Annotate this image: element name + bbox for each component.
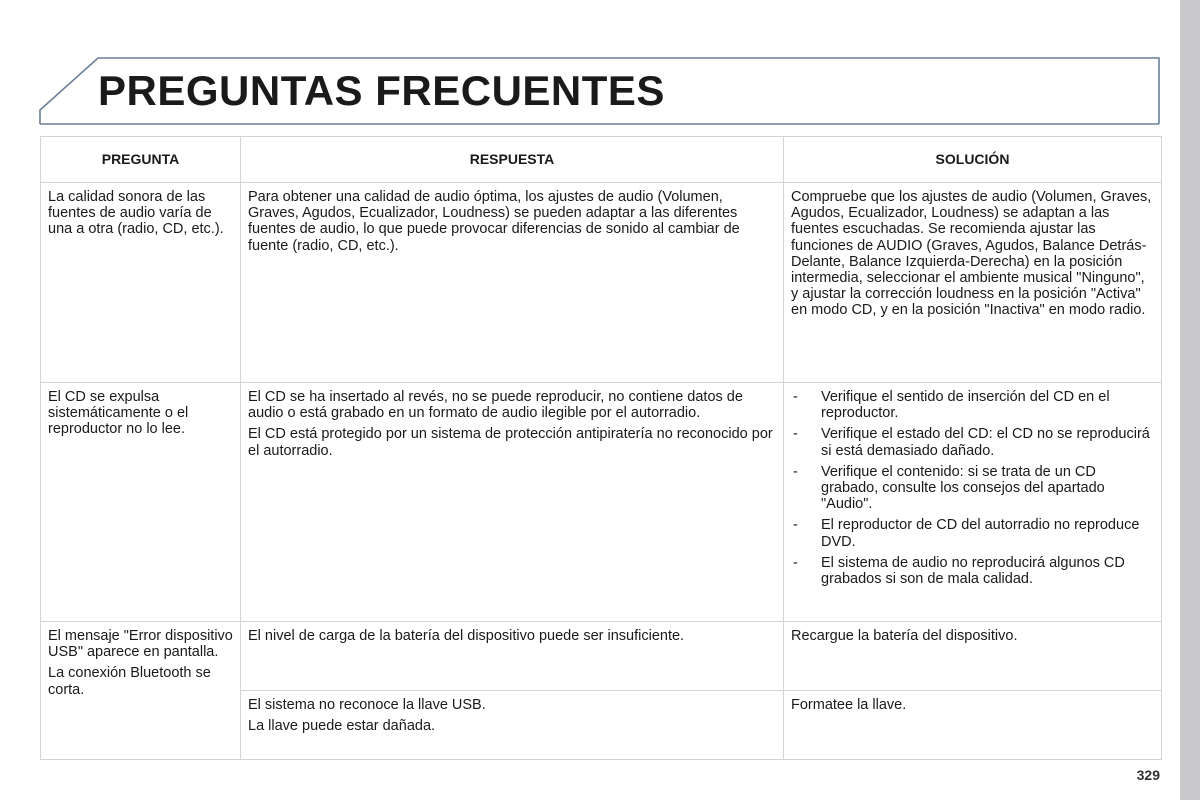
answer-cell (241, 691, 784, 760)
table-header-row (41, 137, 1162, 183)
column-header-respuesta: RESPUESTA (241, 137, 784, 183)
table-row (41, 622, 1162, 691)
faq-table (40, 136, 1162, 760)
solution-cell (784, 183, 1162, 383)
question-text: El CD se expulsa sistemáticamente o el reproductor no lo lee. (48, 389, 189, 438)
list-item: - Verifique el sentido de inserción del CD en el reproductor. (791, 389, 1154, 421)
solution-cell (784, 691, 1162, 760)
list-item: - El sistema de audio no reproducirá algunos CD grabados si son de mala calidad. (791, 555, 1154, 587)
question-text: La conexión Bluetooth se corta. (48, 665, 211, 698)
answer-text: El nivel de carga de la batería del dispositivo puede ser insuficiente. (248, 628, 685, 644)
solution-cell (784, 622, 1162, 691)
answer-text: La llave puede estar dañada. (248, 718, 436, 735)
column-header-solucion: SOLUCIÓN (784, 137, 1162, 183)
answer-text: El CD está protegido por un sistema de protección antipiratería no reconocido por el autorradio. (248, 426, 773, 459)
solution-text: Formatee la llave. (791, 697, 907, 713)
answer-cell (241, 183, 784, 383)
question-cell (41, 383, 241, 622)
answer-text: El sistema no reconoce la llave USB. (248, 697, 486, 713)
answer-cell (241, 383, 784, 622)
answer-text: El CD se ha insertado al revés, no se puede reproducir, no contiene datos de audio o está grabado en un formato de audio ilegible por el autorradio. (248, 389, 743, 422)
answer-cell (241, 622, 784, 691)
question-cell (41, 183, 241, 383)
question-text: El mensaje "Error dispositivo USB" aparece en pantalla. (48, 628, 233, 661)
solution-text: Compruebe que los ajustes de audio (Volumen, Graves, Agudos, Ecualizador, Loudness) se adaptan a las fuentes escuchadas. Se recomienda ajustar las funciones de AUDIO (Graves, Agudos, Balance Detrás-Delante, Balance Izquierda-Derecha) en la posición intermedia, seleccionar el ambiente musical "Ninguno", y ajustar la corrección loudness en la posición "Activa" en modo CD, y en la posición "Inactiva" en modo radio. (791, 189, 1152, 319)
table-row (41, 383, 1162, 622)
table-row (41, 183, 1162, 383)
list-item: - Verifique el estado del CD: el CD no se reproducirá si está demasiado dañado. (791, 426, 1154, 458)
column-header-pregunta: PREGUNTA (41, 137, 241, 183)
list-item: - El reproductor de CD del autorradio no reproduce DVD. (791, 517, 1154, 549)
page-title: PREGUNTAS FRECUENTES (98, 67, 665, 114)
question-cell (41, 622, 241, 760)
side-tab (1180, 0, 1200, 800)
solution-list (791, 389, 1154, 587)
list-item: - Verifique el contenido: si se trata de un CD grabado, consulte los consejos del apartado "Audio". (791, 464, 1154, 513)
page-number: 329 (1136, 767, 1160, 783)
question-text: La calidad sonora de las fuentes de audio varía de una a otra (radio, CD, etc.). (48, 189, 224, 238)
solution-text: Recargue la batería del dispositivo. (791, 628, 1018, 644)
answer-text: Para obtener una calidad de audio óptima, los ajustes de audio (Volumen, Graves, Agudos, Ecualizador, Loudness) se pueden adaptar a las diferentes fuentes de audio, lo que puede provocar diferencias de sonido al cambiar de fuente (radio, CD, etc.). (248, 189, 740, 254)
solution-cell (784, 383, 1162, 622)
